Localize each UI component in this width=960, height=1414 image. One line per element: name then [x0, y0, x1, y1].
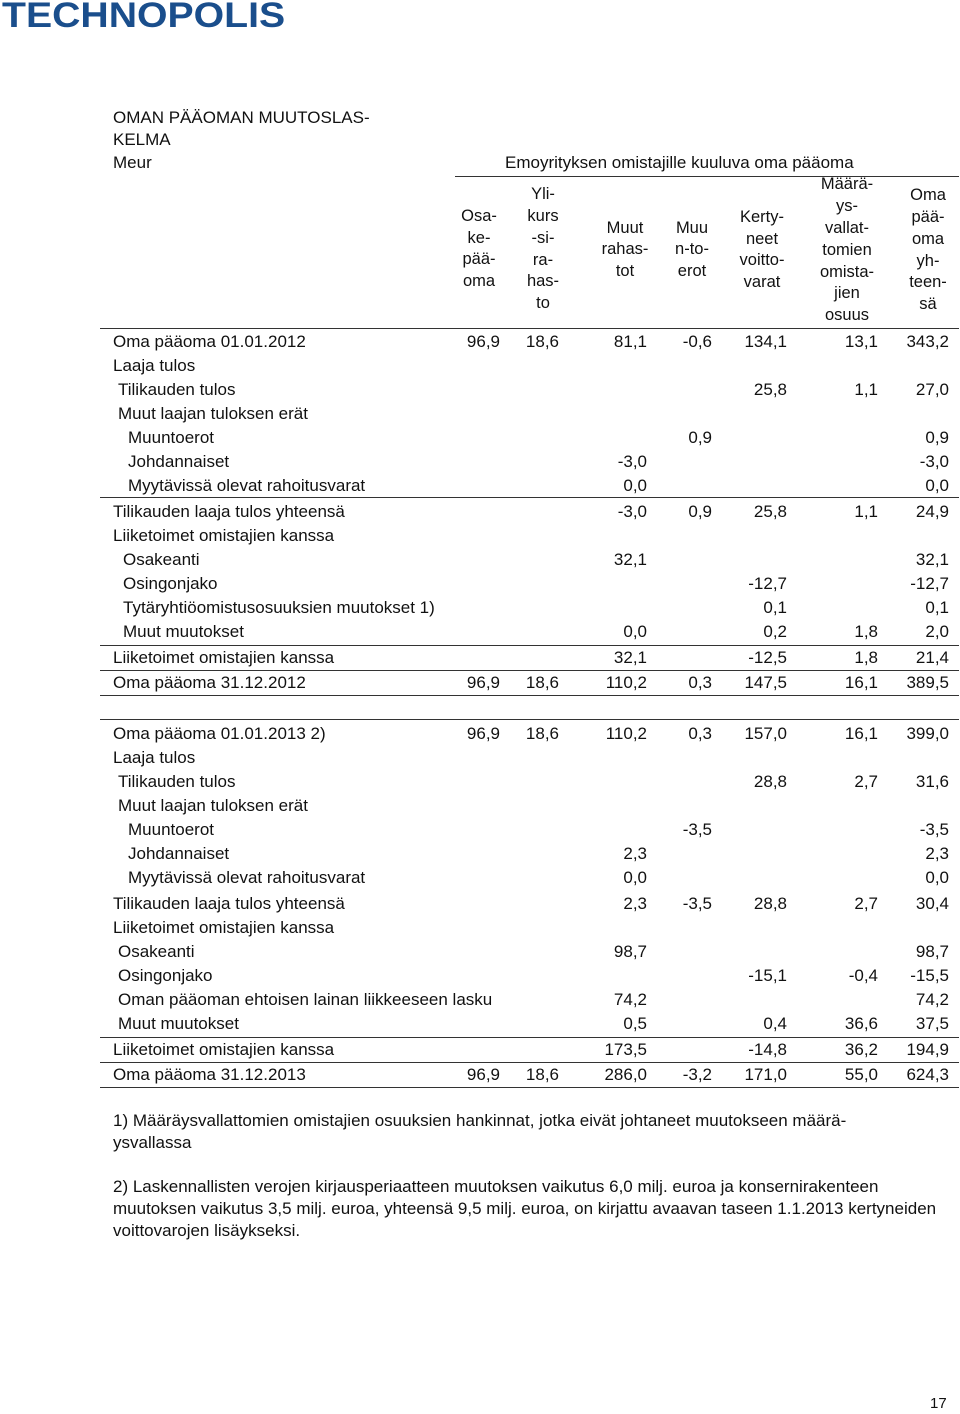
- table-row: [0, 746, 960, 770]
- row-label: Oma pääoma 01.01.2012: [113, 332, 306, 351]
- row-label: Muut laajan tuloksen erät: [118, 796, 308, 815]
- column-header-line: to: [536, 294, 550, 313]
- row-value: -12,7: [910, 574, 949, 593]
- row-label: Oma pääoma 01.01.2013 2): [113, 724, 326, 743]
- row-value: 0,3: [688, 724, 712, 743]
- row-value: 18,6: [525, 332, 559, 351]
- row-value: 173,5: [604, 1040, 647, 1059]
- row-value: 0,3: [688, 673, 712, 692]
- row-value: 55,0: [844, 1065, 878, 1084]
- row-value: 0,0: [925, 476, 949, 495]
- row-label: Muut muutokset: [123, 622, 244, 641]
- row-value: 24,9: [915, 502, 949, 521]
- footnote-2: [113, 1176, 943, 1242]
- row-value: 171,0: [744, 1065, 787, 1084]
- table-row: [0, 426, 960, 450]
- column-header-line: yh-: [916, 251, 940, 270]
- footnote-1: [113, 1110, 943, 1154]
- table-row: [0, 722, 960, 746]
- table-rule: [100, 695, 959, 696]
- column-header-7: [895, 185, 960, 316]
- column-header-2: [518, 184, 568, 315]
- table-row: [0, 646, 960, 670]
- table-row: [0, 1012, 960, 1036]
- row-value: 0,0: [623, 476, 647, 495]
- table-row: [0, 916, 960, 940]
- column-header-line: Osa-: [461, 206, 497, 225]
- table-rule: [100, 645, 959, 646]
- row-value: 96,9: [466, 332, 500, 351]
- row-value: 74,2: [613, 990, 647, 1009]
- column-header-line: pää-: [462, 250, 496, 269]
- table-row: [0, 842, 960, 866]
- row-value: 399,0: [906, 724, 949, 743]
- table-row: [0, 450, 960, 474]
- row-value: -0,4: [848, 966, 878, 985]
- table-rule: [100, 719, 959, 720]
- table-rule: [100, 1062, 959, 1063]
- column-header-line: rahas-: [601, 240, 649, 259]
- row-label: Osingonjako: [123, 574, 218, 593]
- row-label: Liiketoimet omistajien kanssa: [113, 1040, 335, 1059]
- row-value: 1,8: [854, 622, 878, 641]
- column-header-line: ys-: [836, 197, 858, 216]
- column-header-4: [662, 218, 722, 283]
- column-header-line: oma: [911, 229, 945, 248]
- row-value: 32,1: [613, 550, 647, 569]
- table-row: [0, 940, 960, 964]
- row-value: 157,0: [744, 724, 787, 743]
- row-value: 18,6: [525, 673, 559, 692]
- row-value: 18,6: [525, 1065, 559, 1084]
- column-header-line: erot: [677, 262, 707, 281]
- table-row: [0, 988, 960, 1012]
- row-value: 1,1: [854, 380, 878, 399]
- row-value: 36,2: [844, 1040, 878, 1059]
- row-value: 624,3: [906, 1065, 949, 1084]
- row-value: 16,1: [844, 724, 878, 743]
- table-rule: [100, 1087, 959, 1088]
- row-value: 0,0: [925, 868, 949, 887]
- table-rule: [100, 497, 959, 498]
- row-value: 25,8: [753, 502, 787, 521]
- row-value: 32,1: [613, 648, 647, 667]
- row-label: Myytävissä olevat rahoitusvarat: [128, 476, 366, 495]
- column-header-line: omista-: [819, 262, 875, 281]
- row-label: Oma pääoma 31.12.2012: [113, 673, 306, 692]
- row-value: 0,9: [688, 428, 712, 447]
- row-value: 18,6: [525, 724, 559, 743]
- row-label: Laaja tulos: [113, 356, 196, 375]
- row-value: 36,6: [844, 1014, 878, 1033]
- page-number: 17: [930, 1395, 947, 1412]
- row-value: 0,4: [763, 1014, 787, 1033]
- column-header-line: ke-: [467, 228, 491, 247]
- table-row: [0, 572, 960, 596]
- column-header-line: ra-: [532, 250, 554, 269]
- title-line: KELMA: [113, 130, 171, 149]
- column-header-line: sä: [919, 295, 937, 314]
- table-row: [0, 964, 960, 988]
- row-label: Tilikauden laaja tulos yhteensä: [113, 502, 345, 521]
- table-row: [0, 671, 960, 695]
- row-value: 96,9: [466, 673, 500, 692]
- row-value: -3,2: [682, 1065, 712, 1084]
- column-header-line: Yli-: [531, 185, 555, 204]
- column-header-line: n-to-: [675, 240, 709, 259]
- column-header-line: voitto-: [739, 251, 785, 270]
- row-value: -0,6: [682, 332, 712, 351]
- row-value: 2,7: [854, 772, 878, 791]
- row-label: Liiketoimet omistajien kanssa: [113, 918, 335, 937]
- row-value: 31,6: [915, 772, 949, 791]
- column-header-line: tomien: [822, 240, 872, 259]
- column-header-line: neet: [745, 229, 779, 248]
- table-row: [0, 1038, 960, 1062]
- row-value: 81,1: [613, 332, 647, 351]
- row-value: -3,5: [682, 894, 712, 913]
- footnote-line: ysvallassa: [113, 1133, 192, 1152]
- column-header-5: [726, 207, 798, 294]
- row-value: -3,0: [617, 452, 647, 471]
- table-row: [0, 620, 960, 644]
- technopolis-logo: TECHNOPOLIS: [2, 0, 286, 35]
- row-value: 2,3: [925, 844, 949, 863]
- row-label: Osakeanti: [123, 550, 200, 569]
- row-value: -3,5: [682, 820, 712, 839]
- row-label: Muuntoerot: [128, 428, 214, 447]
- row-value: -15,1: [748, 966, 787, 985]
- row-value: -3,0: [919, 452, 949, 471]
- row-label: Johdannaiset: [128, 844, 230, 863]
- table-row: [0, 402, 960, 426]
- row-value: 0,0: [623, 868, 647, 887]
- row-value: 0,9: [925, 428, 949, 447]
- column-header-1: [449, 206, 509, 293]
- row-value: 21,4: [915, 648, 949, 667]
- row-value: 2,0: [925, 622, 949, 641]
- row-label: Johdannaiset: [128, 452, 230, 471]
- row-value: 0,9: [688, 502, 712, 521]
- row-value: 28,8: [753, 894, 787, 913]
- column-header-line: jien: [834, 284, 860, 303]
- table-row: [0, 818, 960, 842]
- row-label: Tilikauden tulos: [118, 772, 236, 791]
- unit-label: Meur: [113, 153, 152, 172]
- table-row: [0, 794, 960, 818]
- row-value: 0,0: [623, 622, 647, 641]
- row-value: 2,7: [854, 894, 878, 913]
- table-rule: [100, 1037, 959, 1038]
- column-header-3: [589, 218, 661, 283]
- column-header-line: Oma: [910, 186, 946, 205]
- column-header-line: Muut: [606, 218, 644, 237]
- table-rule: [100, 328, 959, 329]
- row-label: Tytäryhtiöomistusosuuksien muutokset 1): [123, 598, 435, 617]
- column-header-line: oma: [462, 272, 496, 291]
- row-label: Laaja tulos: [113, 748, 196, 767]
- row-label: Muut laajan tuloksen erät: [118, 404, 308, 423]
- row-value: 110,2: [605, 724, 647, 743]
- column-header-6: [807, 174, 887, 327]
- row-label: Osingonjako: [118, 966, 213, 985]
- row-value: 389,5: [906, 673, 949, 692]
- row-value: 74,2: [915, 990, 949, 1009]
- row-value: -12,5: [748, 648, 787, 667]
- row-value: 147,5: [744, 673, 787, 692]
- row-label: Muut muutokset: [118, 1014, 239, 1033]
- column-header-line: -si-: [531, 228, 555, 247]
- row-value: -14,8: [748, 1040, 787, 1059]
- column-header-line: teen-: [909, 273, 947, 292]
- row-value: 194,9: [906, 1040, 949, 1059]
- column-header-line: pää-: [911, 207, 945, 226]
- column-header-line: osuus: [824, 306, 870, 325]
- footnote-line: 1) Määräysvallattomien omistajien osuuksien hankinnat, jotka eivät johtaneet muutokseen määrä-: [113, 1111, 847, 1130]
- row-value: 16,1: [844, 673, 878, 692]
- row-value: 13,1: [844, 332, 878, 351]
- row-value: 1,8: [854, 648, 878, 667]
- table-row: [0, 866, 960, 890]
- table-row: [0, 548, 960, 572]
- title-line: OMAN PÄÄOMAN MUUTOSLAS-: [113, 108, 370, 127]
- column-header-line: tot: [615, 262, 635, 281]
- row-value: 25,8: [753, 380, 787, 399]
- table-row: [0, 330, 960, 354]
- row-value: 98,7: [613, 942, 647, 961]
- column-header-line: Kerty-: [739, 207, 784, 226]
- row-label: Oma pääoma 31.12.2013: [113, 1065, 306, 1084]
- table-row: [0, 892, 960, 916]
- row-value: -3,5: [919, 820, 949, 839]
- statement-title: [113, 107, 413, 151]
- row-value: -12,7: [748, 574, 787, 593]
- table-row: [0, 474, 960, 498]
- row-value: -15,5: [910, 966, 949, 985]
- column-header-line: vallat-: [824, 218, 869, 237]
- row-value: 96,9: [466, 1065, 500, 1084]
- row-value: 1,1: [854, 502, 878, 521]
- row-value: 27,0: [915, 380, 949, 399]
- row-label: Tilikauden tulos: [118, 380, 236, 399]
- group-header: Emoyrityksen omistajille kuuluva oma pääoma: [505, 153, 854, 172]
- row-label: Liiketoimet omistajien kanssa: [113, 648, 335, 667]
- footnote-text: 2) Laskennallisten verojen kirjausperiaatteen muutoksen vaikutus 6,0 milj. euroa ja konsernirakenteen muutoksen vaikutus 3,5 milj. euroa, yhteensä 9,5 milj. euroa, on kirjattu avaavan taseen 1.1.2013 kertyneiden voittovarojen lisäykseksi.: [113, 1177, 937, 1240]
- row-label: Muuntoerot: [128, 820, 214, 839]
- row-label: Tilikauden laaja tulos yhteensä: [113, 894, 345, 913]
- row-value: 286,0: [604, 1065, 647, 1084]
- row-label: Osakeanti: [118, 942, 195, 961]
- row-value: 0,2: [763, 622, 787, 641]
- row-label: Liiketoimet omistajien kanssa: [113, 526, 335, 545]
- column-header-line: has-: [526, 272, 560, 291]
- row-value: 2,3: [623, 894, 647, 913]
- row-value: 96,9: [466, 724, 500, 743]
- row-value: 30,4: [915, 894, 949, 913]
- row-value: -3,0: [617, 502, 647, 521]
- table-row: [0, 770, 960, 794]
- table-row: [0, 524, 960, 548]
- row-label: Oman pääoman ehtoisen lainan liikkeeseen lasku: [118, 990, 493, 1009]
- row-value: 110,2: [605, 673, 647, 692]
- column-header-line: Määrä-: [820, 175, 874, 194]
- column-header-line: varat: [743, 273, 781, 292]
- row-value: 343,2: [906, 332, 949, 351]
- table-row: [0, 500, 960, 524]
- row-value: 28,8: [753, 772, 787, 791]
- row-value: 0,5: [623, 1014, 647, 1033]
- row-value: 2,3: [623, 844, 647, 863]
- column-header-line: kurs: [527, 206, 559, 225]
- table-row: [0, 1063, 960, 1087]
- table-row: [0, 354, 960, 378]
- table-row: [0, 596, 960, 620]
- row-label: Myytävissä olevat rahoitusvarat: [128, 868, 366, 887]
- row-value: 98,7: [915, 942, 949, 961]
- row-value: 32,1: [915, 550, 949, 569]
- row-value: 0,1: [763, 598, 787, 617]
- row-value: 37,5: [915, 1014, 949, 1033]
- column-header-line: Muu: [675, 218, 709, 237]
- row-value: 134,1: [744, 332, 787, 351]
- table-rule: [100, 670, 959, 671]
- table-row: [0, 378, 960, 402]
- row-value: 0,1: [925, 598, 949, 617]
